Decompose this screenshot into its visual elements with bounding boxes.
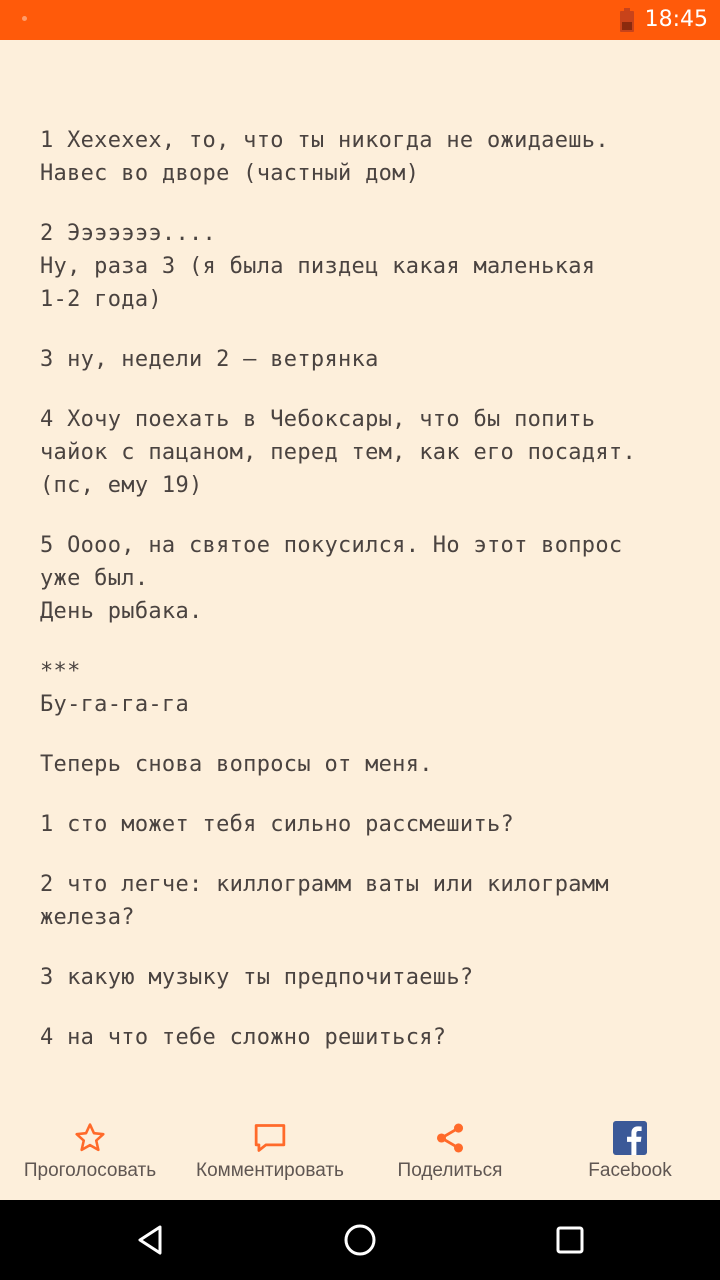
post-line: уже был. (40, 566, 149, 591)
post-paragraph (40, 868, 700, 934)
comment-icon (252, 1120, 288, 1156)
post-line: День рыбака. (40, 599, 203, 624)
post-line: (пс, ему 19) (40, 473, 203, 498)
post-line: Навес во дворе (частный дом) (40, 161, 420, 186)
post-paragraph (40, 403, 700, 502)
post-paragraph (40, 529, 700, 628)
post-paragraph (40, 655, 700, 721)
comment-button[interactable] (180, 1110, 360, 1200)
post-line: 1 сто может тебя сильно рассмешить? (40, 812, 515, 837)
post-line: 1-2 года) (40, 287, 162, 312)
post-line: 3 ну, недели 2 — ветрянка (40, 347, 379, 372)
post-line: 3 какую музыку ты предпочитаешь? (40, 965, 474, 990)
post-paragraph (40, 808, 700, 841)
post-line: 5 Оооо, на святое покусился. Но этот вопрос (40, 533, 623, 558)
vote-label: Проголосовать (23, 1160, 157, 1181)
facebook-icon (612, 1120, 648, 1156)
status-bar (0, 0, 720, 40)
post-body (40, 124, 700, 1081)
post-line: Ну, раза 3 (я была пиздец какая маленькая (40, 254, 596, 279)
post-line: чайок с пацаном, перед тем, как его посадят. (40, 440, 636, 465)
battery-low-icon (620, 8, 634, 32)
post-line: 1 Хехехех, то, что ты никогда не ожидаешь. (40, 128, 609, 153)
star-icon (72, 1120, 108, 1156)
navigation-bar (0, 1200, 720, 1280)
notification-dot-icon (22, 16, 27, 21)
post-line: 2 Эээээээ.... (40, 221, 217, 246)
post-line: 4 Хочу поехать в Чебоксары, что бы попить (40, 407, 596, 432)
status-clock: 18:45 (644, 7, 708, 32)
facebook-label: Facebook (588, 1160, 672, 1181)
post-line: Бу-га-га-га (40, 692, 189, 717)
post-paragraph (40, 1021, 700, 1054)
post-line: 2 что легче: киллограмм ваты или килограмм (40, 872, 609, 897)
post-paragraph (40, 961, 700, 994)
vote-button[interactable] (0, 1110, 180, 1200)
share-button[interactable] (360, 1110, 540, 1200)
home-icon[interactable] (340, 1220, 380, 1260)
facebook-button[interactable] (540, 1110, 720, 1200)
action-bar (0, 1110, 720, 1200)
recents-icon[interactable] (550, 1220, 590, 1260)
post-line: *** (40, 659, 81, 684)
post-paragraph (40, 343, 700, 376)
back-icon[interactable] (130, 1220, 170, 1260)
post-paragraph (40, 217, 700, 316)
share-icon (432, 1120, 468, 1156)
comment-label: Комментировать (196, 1160, 344, 1181)
share-label: Поделиться (397, 1160, 503, 1181)
post-paragraph (40, 748, 700, 781)
post-line: Теперь снова вопросы от меня. (40, 752, 433, 777)
post-line: 4 на что тебе сложно решиться? (40, 1025, 447, 1050)
post-paragraph (40, 124, 700, 190)
post-line: железа? (40, 905, 135, 930)
